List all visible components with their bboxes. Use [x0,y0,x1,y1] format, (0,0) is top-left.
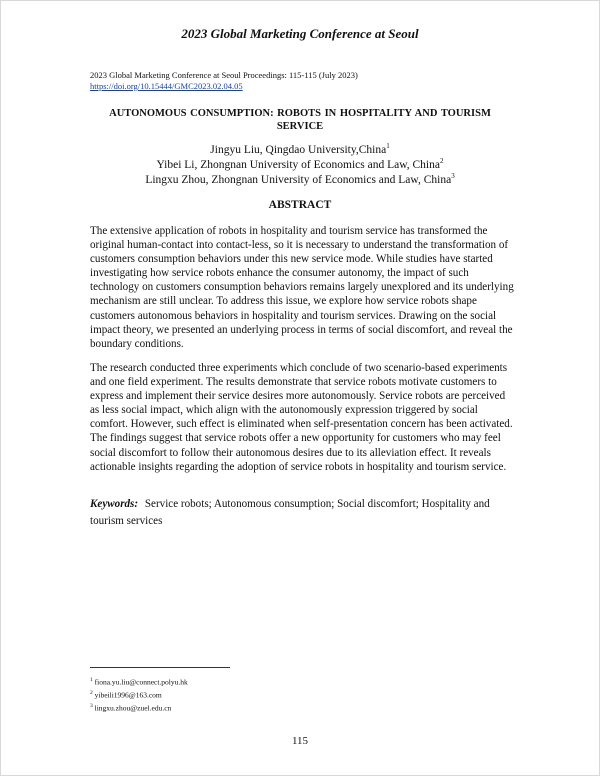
keywords-label: Keywords: [90,498,139,510]
footnote-marker: 2 [440,157,444,166]
author-line [90,143,510,158]
footnote-divider [90,667,230,668]
conference-header: 2023 Global Marketing Conference at Seoul [181,26,419,41]
footnotes [90,675,390,714]
footnote-marker: 1 [386,142,390,151]
footnote-number: 1 [90,677,93,683]
footnote [90,701,390,714]
page-number: 115 [291,735,309,747]
author-text: Lingxu Zhou, Zhongnan University of Economics and Law, China [145,174,452,186]
proceedings-info [90,70,530,92]
author-line [90,173,510,188]
footnote-email: lingxu.zhou@zuel.edu.cn [94,703,172,713]
footnote-number: 2 [90,690,93,696]
footnote-marker: 3 [451,172,455,181]
proceedings-citation: 2023 Global Marketing Conference at Seoul Proceedings: 115-115 (July 2023) [90,70,358,80]
keywords [90,496,515,530]
doi-link[interactable]: https://doi.org/10.15444/GMC2023.02.04.05 [90,81,243,91]
footnote-number: 3 [90,703,93,709]
footnote-email: fiona.yu.liu@connect.polyu.hk [94,677,188,687]
keywords-text: Service robots; Autonomous consumption; Social discomfort; Hospitality and tourism services [90,498,490,527]
footnote [90,675,390,688]
author-list [90,143,510,188]
footnote [90,688,390,701]
paper-title: AUTONOMOUS CONSUMPTION: ROBOTS IN HOSPITALITY AND TOURISM SERVICE [109,108,491,132]
author-text: Yibei Li, Zhongnan University of Economics and Law, China [156,159,440,171]
author-text: Jingyu Liu, Qingdao University,China [210,144,387,156]
abstract-heading: ABSTRACT [268,199,332,211]
abstract-paragraph: The research conducted three experiments which conclude of two scenario-based experiments and one field experiment. The results demonstrate that service robots motivate customers to express and implement their service desires more autonomously. Service robots are perceived as less social impact, which align with the autonomously expression triggered by social comfort. However, such effect is eliminated when self-presentation concern has been activated. The findings suggest that service robots offer a new opportunity for customers who may feel social discomfort to follow their autonomous desires due to its alleviation effect. It reveals actionable insights regarding the adoption of service robots in hospitality and tourism service. [90,362,513,473]
abstract-paragraph: The extensive application of robots in hospitality and tourism service has transformed the original human-contact into contact-less, so it is necessary to understand the transformation of customers consumption behaviors under this new service mode. While studies have started investigating how service robots enhance the consumer autonomy, the impact of such technology on customers consumption behaviors remains largely unexplored and its underlying mechanism are still unclear. To address this issue, we explore how service robots shape customers autonomous behaviors in hospitality and tourism services. Drawing on the social impact theory, we presented an underlying process in terms of social discomfort, and reveal the boundary conditions. [90,225,514,350]
footnote-email: yibeili1996@163.com [94,690,162,700]
author-line [90,158,510,173]
